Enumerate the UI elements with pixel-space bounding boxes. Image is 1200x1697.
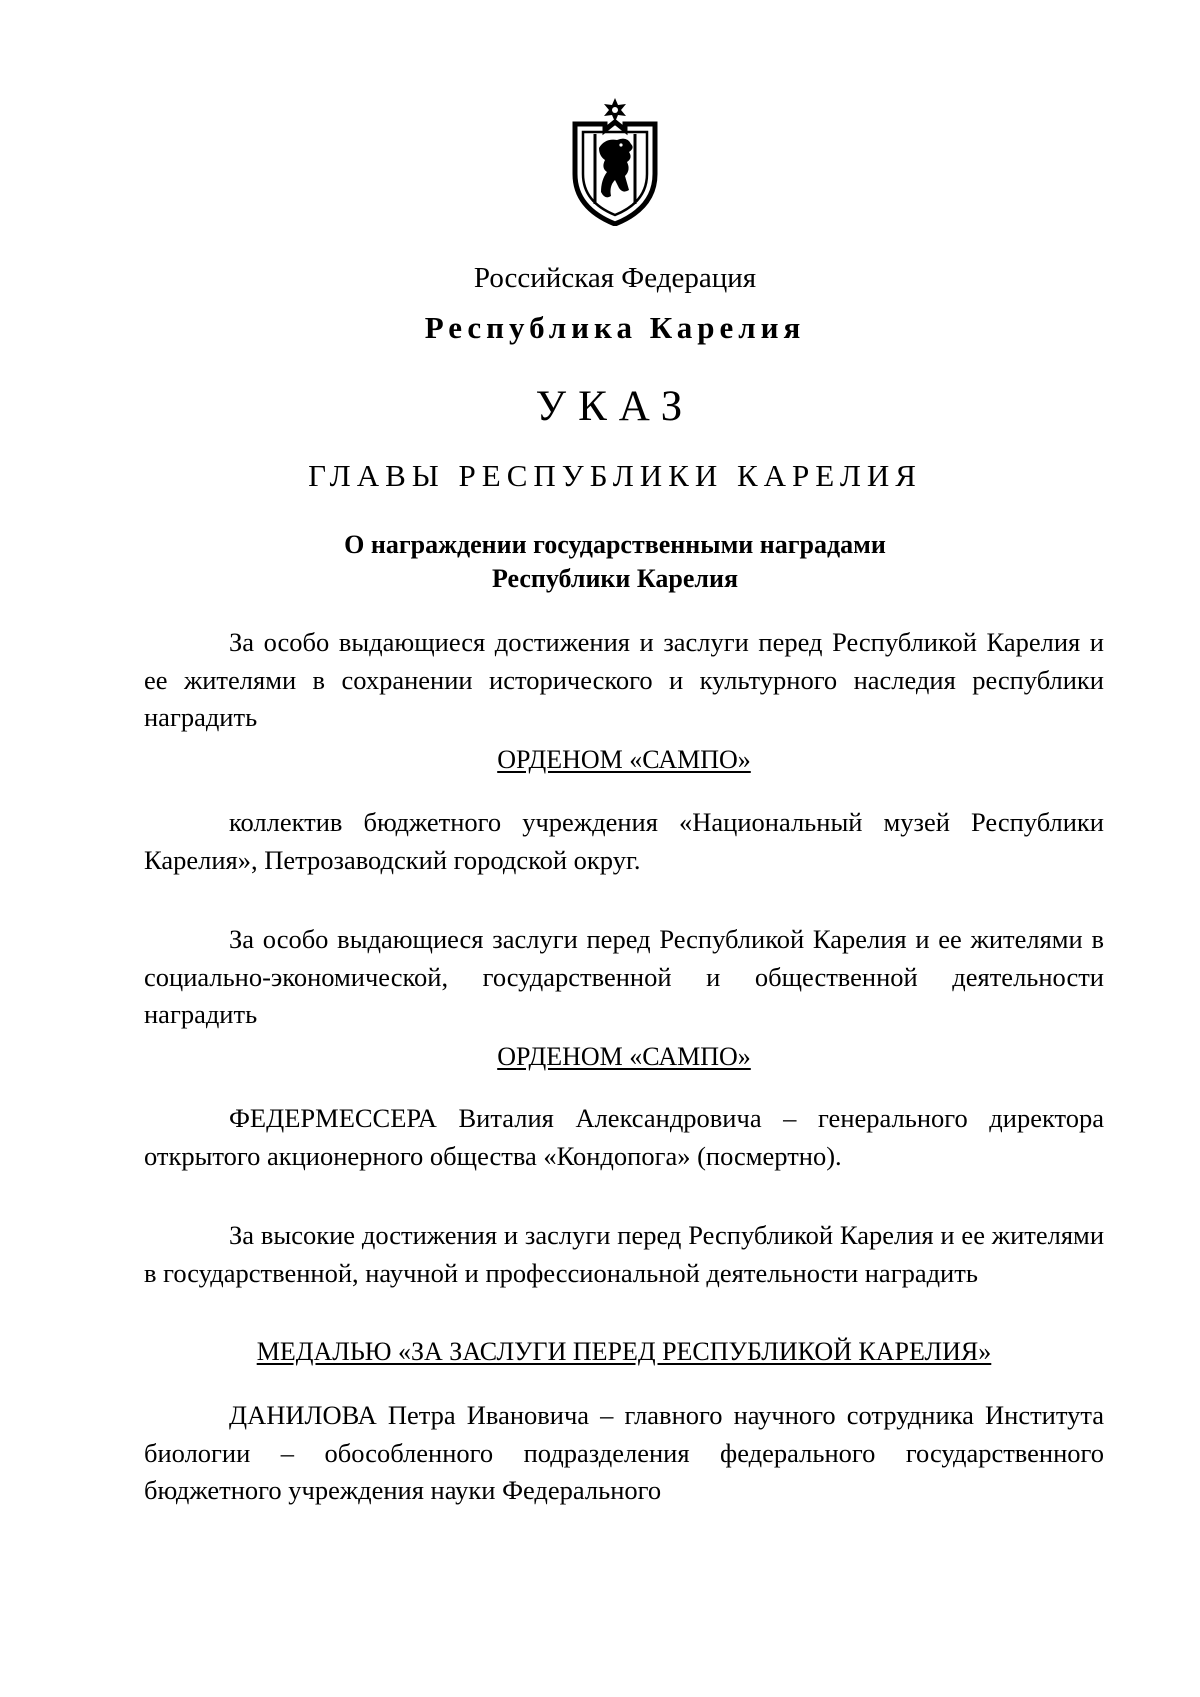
paragraph-6: ДАНИЛОВА Петра Ивановича – главного научного сотрудника Института биологии – обособленного подразделения федерального государственного бюджетного учреждения науки Федерального <box>144 1400 1104 1505</box>
paragraph-3: За особо выдающиеся заслуги перед Республикой Карелия и ее жителями в социально-экономической, государственной и общественной деятельности наградить <box>144 924 1104 1029</box>
issuer-title: ГЛАВЫ РЕСПУБЛИКИ КАРЕЛИЯ <box>308 458 922 493</box>
subject-line-1: О награждении государственными наградами <box>344 530 886 559</box>
republic-name: Республика Карелия <box>424 310 806 345</box>
paragraph-2: коллектив бюджетного учреждения «Национальный музей Республики Карелия», Петрозаводский городской округ. <box>144 807 1104 875</box>
paragraph-4: ФЕДЕРМЕССЕРА Виталия Александровича – генерального директора открытого акционерного общества «Кондопога» (посмертно). <box>144 1103 1104 1171</box>
award-heading-1: ОРДЕНОМ «САМПО» <box>497 745 751 774</box>
subject-line-2: Республики Карелия <box>491 564 739 593</box>
award-heading-2: ОРДЕНОМ «САМПО» <box>497 1042 751 1071</box>
paragraph-1: За особо выдающиеся достижения и заслуги перед Республикой Карелия и ее жителями в сохранении исторического и культурного наследия республики наградить <box>144 627 1104 732</box>
document-type: УКАЗ <box>535 383 695 430</box>
country-name: Российская Федерация <box>473 262 757 294</box>
paragraph-5: За высокие достижения и заслуги перед Республикой Карелия и ее жителями в государственной, научной и профессиональной деятельности наградить <box>144 1220 1104 1288</box>
award-heading-3: МЕДАЛЬЮ «ЗА ЗАСЛУГИ ПЕРЕД РЕСПУБЛИКОЙ КАРЕЛИЯ» <box>256 1337 992 1366</box>
document-subject <box>0 528 1200 596</box>
coat-of-arms-icon <box>565 96 665 226</box>
